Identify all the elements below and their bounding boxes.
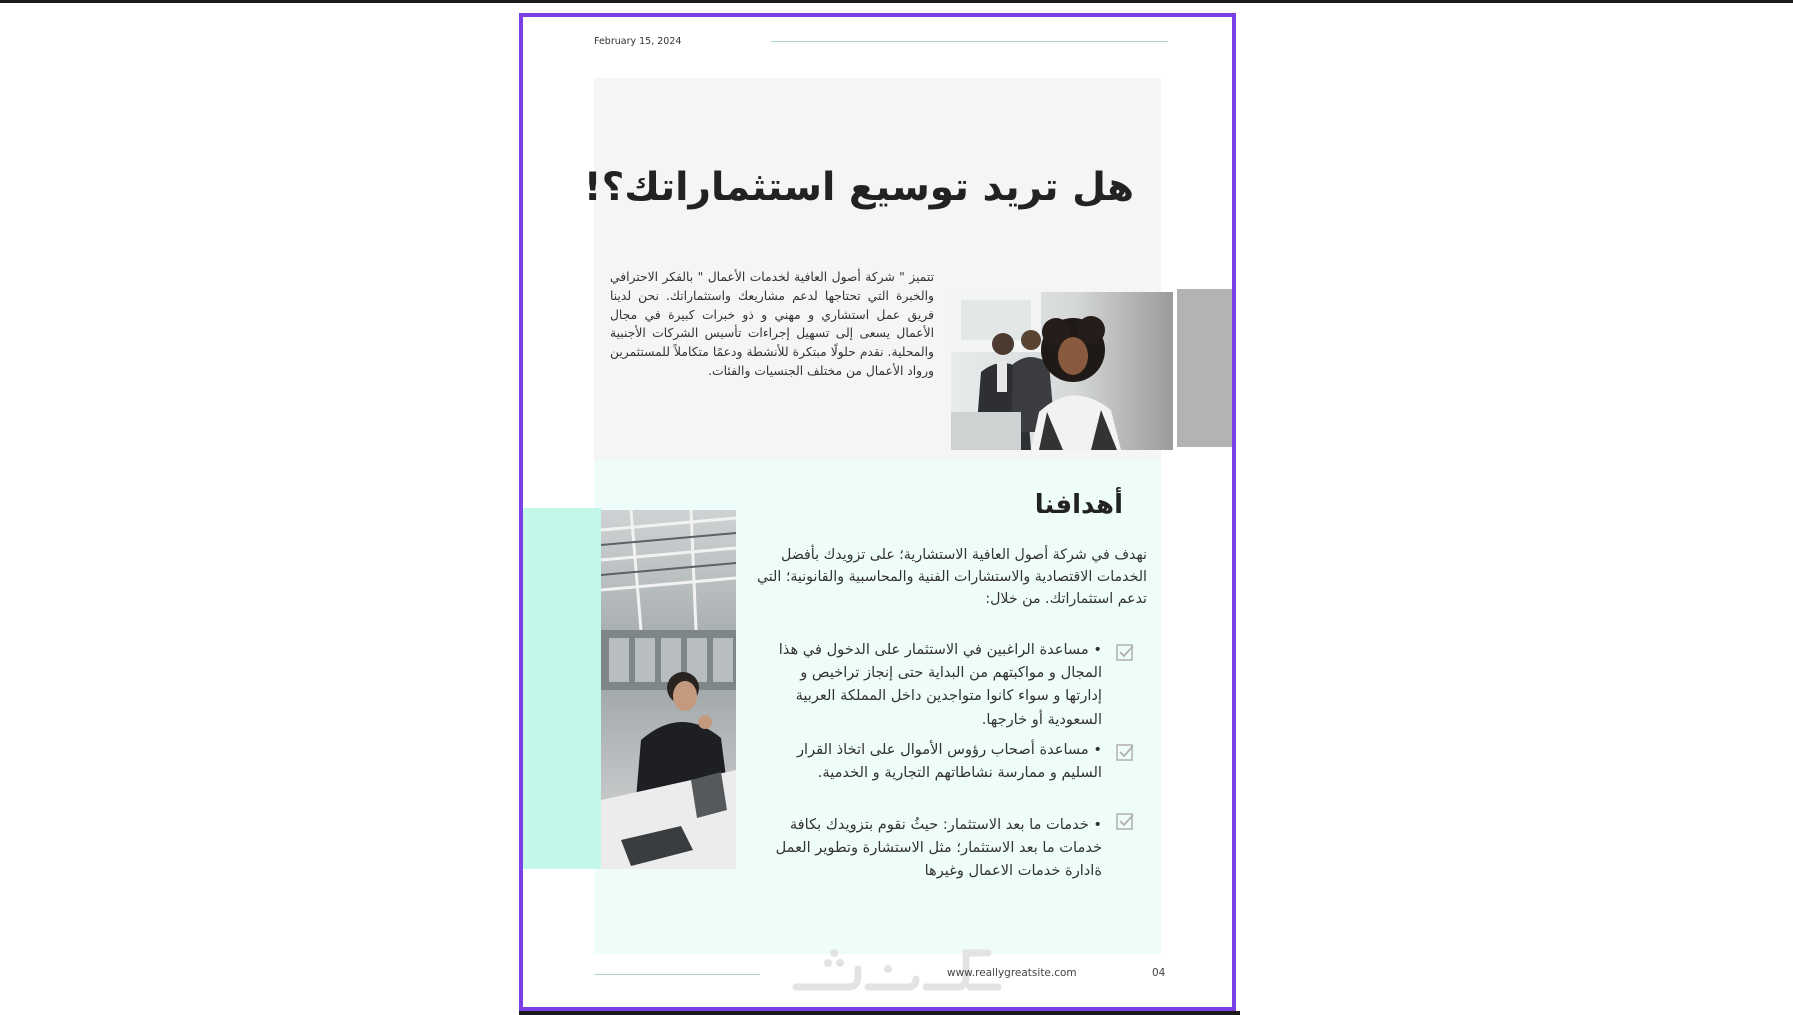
office-photo bbox=[601, 510, 736, 869]
checkbox-icon bbox=[1116, 743, 1134, 761]
gray-accent-block bbox=[1177, 289, 1236, 447]
website-link[interactable]: www.reallygreatsite.com bbox=[947, 967, 1077, 979]
checkbox-icon bbox=[1116, 812, 1134, 830]
checkbox-icon bbox=[1116, 643, 1134, 661]
bottom-dark-bar bbox=[519, 1011, 1240, 1015]
intro-paragraph: تتميز " شركة أصول العافية لخدمات الأعمال " بالفكر الاحترافي والخبرة التي تحتاجها لدعم مشاريعك واستثماراتك. نحن لدينا فريق عمل استشاري و مهني و ذو خبرات كبيرة في مجال الأعمال يسعى إلى تسهيل إجراءات تأسيس الشركات الأجنبية والمحلية. نقدم حلولًا مبتكرة للأنشطة ودعمًا متكاملاً للمستثمرين ورواد الأعمال من مختلف الجنسيات والفئات. bbox=[610, 270, 934, 378]
goal-item: • خدمات ما بعد الاستثمار: حيثُ نقوم بتزويدك بكافة خدمات ما بعد الاستثمار؛ مثل الاستشارة وتطوير العمل ةادارة خدمات الاعمال وغيرها bbox=[775, 816, 1102, 880]
page-title: هل تريد توسيع استثماراتك؟! bbox=[583, 165, 1134, 210]
mint-accent-block bbox=[523, 508, 601, 869]
goals-heading: أهدافنا bbox=[1034, 490, 1123, 520]
document-page bbox=[519, 13, 1236, 1011]
document-date: February 15, 2024 bbox=[594, 36, 682, 47]
footer-rule bbox=[594, 974, 760, 975]
page-number: 04 bbox=[1152, 967, 1166, 979]
goals-intro: نهدف في شركة أصول العافية الاستشارية؛ على تزويدك بأفضل الخدمات الاقتصادية والاستشارات الفنية والمحاسبية والقانونية؛ التي تدعم استثماراتك. من خلال: bbox=[756, 547, 1147, 607]
meeting-photo bbox=[951, 292, 1173, 450]
top-dark-bar bbox=[0, 0, 1793, 3]
goal-item: • مساعدة الراغبين في الاستثمار على الدخول في هذا المجال و مواكبتهم من البداية حتى إنجاز تراخيص و إدارتها و سواء كانوا متواجدين داخل المملكة العربية السعودية أو خارجها. bbox=[778, 641, 1102, 728]
header-rule bbox=[771, 41, 1168, 42]
goal-item: • مساعدة أصحاب رؤوس الأموال على اتخاذ القرار السليم و ممارسة نشاطاتهم التجارية و الخدمية. bbox=[796, 741, 1102, 782]
